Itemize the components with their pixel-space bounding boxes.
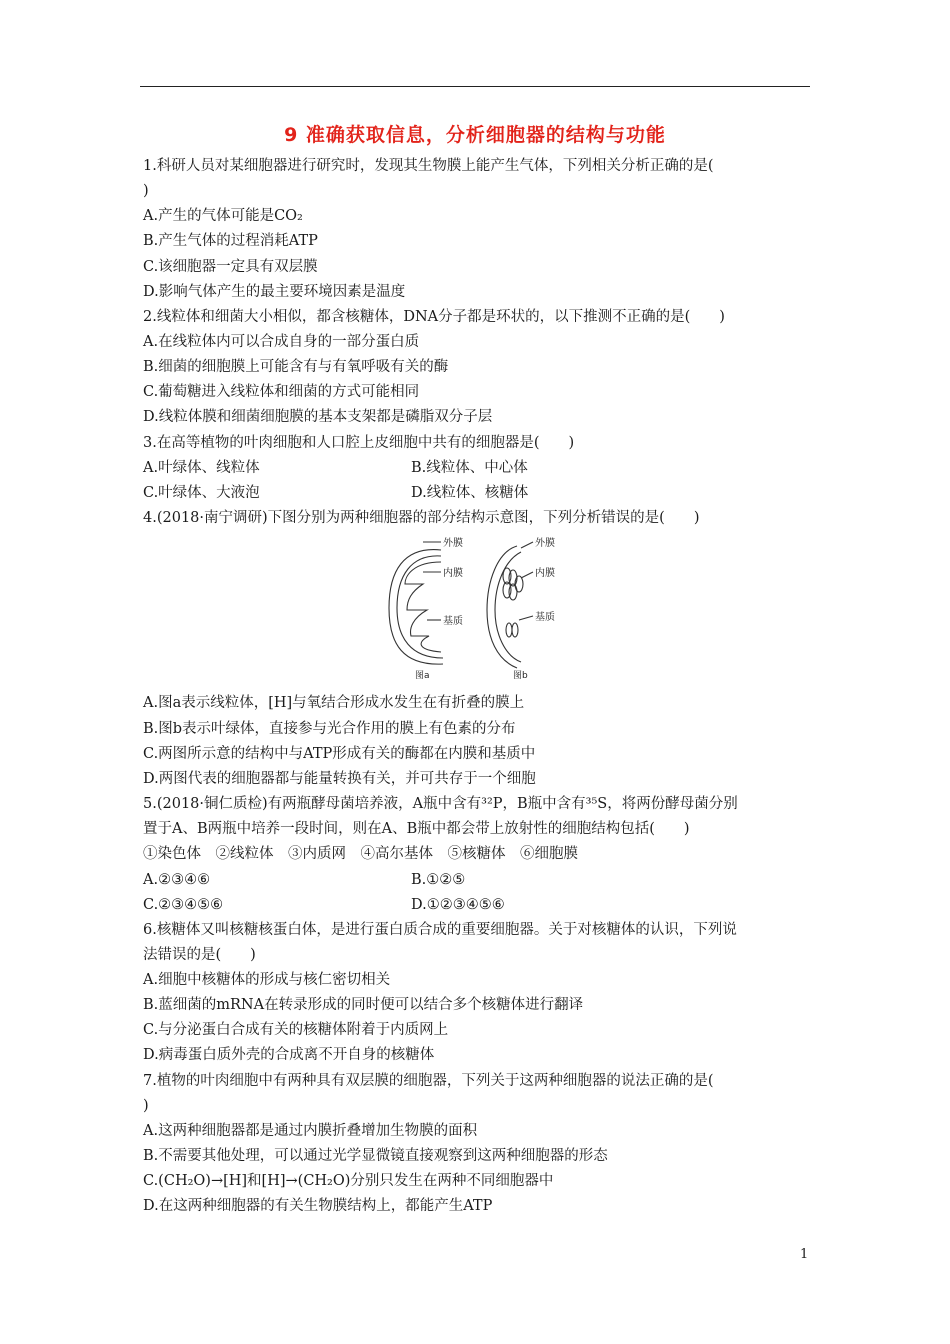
chloroplast-sketch — [487, 542, 533, 668]
q2-option-d: D.线粒体膜和细菌细胞膜的基本支架都是磷脂双分子层 — [143, 409, 493, 425]
organelle-figure — [383, 532, 569, 682]
q5-option-c: C.②③④⑤⑥ — [143, 897, 224, 913]
q5-items: ①染色体 ②线粒体 ③内质网 ④高尔基体 ⑤核糖体 ⑥细胞膜 — [143, 846, 578, 862]
fig-b-matrix-label: 基质 — [535, 612, 555, 623]
fig-b-caption: 图b — [513, 671, 528, 681]
organelle-diagram — [383, 532, 569, 682]
q7-option-d: D.在这两种细胞器的有关生物膜结构上，都能产生ATP — [143, 1198, 493, 1214]
q3-stem: 3.在高等植物的叶肉细胞和人口腔上皮细胞中共有的细胞器是( ) — [143, 435, 575, 451]
q7-option-c: C.(CH₂O)→[H]和[H]→(CH₂O)分别只发生在两种不同细胞器中 — [143, 1173, 554, 1189]
q4-option-a: A.图a表示线粒体，[H]与氧结合形成水发生在有折叠的膜上 — [143, 695, 525, 711]
page-number: 1 — [800, 1247, 809, 1262]
fig-b-inner-label: 内膜 — [535, 568, 555, 579]
q2-option-c: C.葡萄糖进入线粒体和细菌的方式可能相同 — [143, 384, 420, 400]
q1-option-a: A.产生的气体可能是CO₂ — [143, 208, 303, 224]
q1-option-c: C.该细胞器一定具有双层膜 — [143, 259, 318, 275]
fig-a-matrix-label: 基质 — [443, 616, 463, 627]
fig-a-caption: 图a — [415, 671, 430, 681]
q6-option-b: B.蓝细菌的mRNA在转录形成的同时便可以结合多个核糖体进行翻译 — [143, 997, 584, 1013]
q6-option-d: D.病毒蛋白质外壳的合成离不开自身的核糖体 — [143, 1047, 435, 1063]
q1-option-d: D.影响气体产生的最主要环境因素是温度 — [143, 284, 406, 300]
q3-option-d: D.线粒体、核糖体 — [411, 485, 529, 501]
q7-option-a: A.这两种细胞器都是通过内膜折叠增加生物膜的面积 — [143, 1123, 478, 1139]
q6-option-c: C.与分泌蛋白合成有关的核糖体附着于内质网上 — [143, 1022, 449, 1038]
q4-option-c: C.两图所示意的结构中与ATP形成有关的酶都在内膜和基质中 — [143, 746, 536, 762]
q1-option-b: B.产生气体的过程消耗ATP — [143, 233, 318, 249]
fig-a-inner-label: 内膜 — [443, 568, 463, 579]
q6-stem: 6.核糖体又叫核糖核蛋白体，是进行蛋白质合成的重要细胞器。关于对核糖体的认识，下列说 — [143, 922, 737, 938]
page-title: 9 准确获取信息，分析细胞器的结构与功能 — [284, 124, 666, 146]
q2-option-a: A.在线粒体内可以合成自身的一部分蛋白质 — [143, 334, 420, 350]
q1-stem-cont: ) — [143, 183, 149, 199]
fig-b-outer-label: 外膜 — [535, 538, 555, 549]
q5-option-b: B.①②⑤ — [411, 872, 466, 888]
q4-option-b: B.图b表示叶绿体，直接参与光合作用的膜上有色素的分布 — [143, 721, 516, 737]
q4-stem: 4.(2018·南宁调研)下图分别为两种细胞器的部分结构示意图，下列分析错误的是( ) — [143, 510, 700, 526]
mitochondrion-sketch — [389, 542, 443, 664]
q6-option-a: A.细胞中核糖体的形成与核仁密切相关 — [143, 972, 391, 988]
q3-option-c: C.叶绿体、大液泡 — [143, 485, 260, 501]
header-rule — [140, 86, 810, 87]
q2-stem: 2.线粒体和细菌大小相似，都含核糖体，DNA分子都是环状的，以下推测不正确的是( ) — [143, 309, 725, 325]
q6-stem-cont: 法错误的是( ) — [143, 947, 256, 963]
q3-option-a: A.叶绿体、线粒体 — [143, 460, 260, 476]
fig-a-outer-label: 外膜 — [443, 538, 463, 549]
q7-stem: 7.植物的叶肉细胞中有两种具有双层膜的细胞器，下列关于这两种细胞器的说法正确的是( — [143, 1073, 714, 1089]
q5-option-d: D.①②③④⑤⑥ — [411, 897, 505, 913]
q3-option-b: B.线粒体、中心体 — [411, 460, 528, 476]
q5-stem: 5.(2018·铜仁质检)有两瓶酵母菌培养液，A瓶中含有³²P，B瓶中含有³⁵S，将两份酵母菌分别 — [143, 796, 738, 812]
q5-option-a: A.②③④⑥ — [143, 872, 211, 888]
q5-stem-cont: 置于A、B两瓶中培养一段时间，则在A、B瓶中都会带上放射性的细胞结构包括( ) — [143, 821, 690, 837]
q1-stem: 1.科研人员对某细胞器进行研究时，发现其生物膜上能产生气体，下列相关分析正确的是( — [143, 158, 714, 174]
q7-option-b: B.不需要其他处理，可以通过光学显微镜直接观察到这两种细胞器的形态 — [143, 1148, 608, 1164]
q2-option-b: B.细菌的细胞膜上可能含有与有氧呼吸有关的酶 — [143, 359, 449, 375]
q7-stem-cont: ) — [143, 1098, 149, 1114]
q4-option-d: D.两图代表的细胞器都与能量转换有关，并可共存于一个细胞 — [143, 771, 536, 787]
